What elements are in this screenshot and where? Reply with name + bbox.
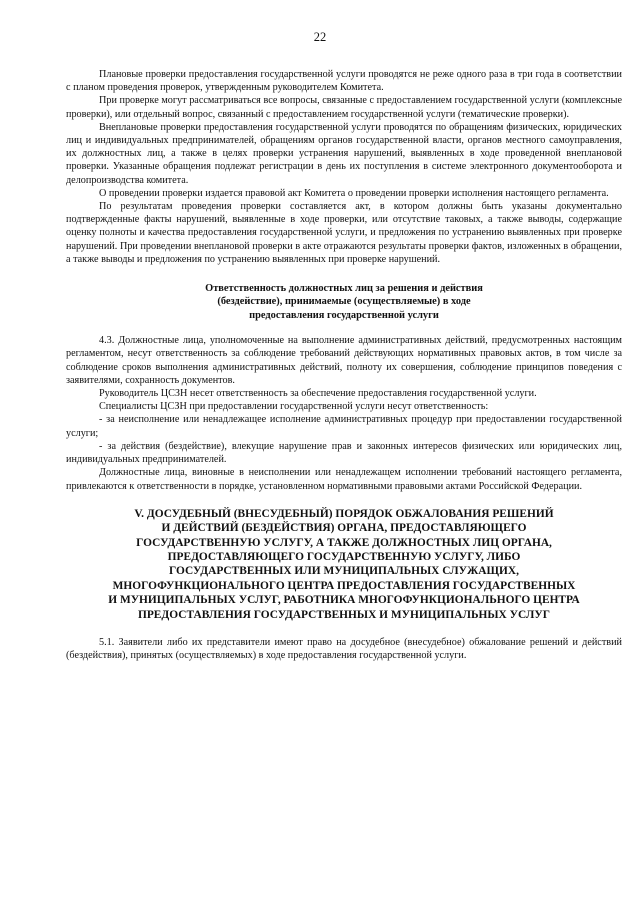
paragraph: 5.1. Заявители либо их представители имеют право на досудебное (внесудебное) обжалование решений и действий (бездействия), принятых (осуществляемых) в ходе предоставления государственной услуги. <box>66 636 622 662</box>
page-number: 22 <box>313 30 327 44</box>
heading-line: И МУНИЦИПАЛЬНЫХ УСЛУГ, РАБОТНИКА МНОГОФУНКЦИОНАЛЬНОГО ЦЕНТРА <box>108 594 580 607</box>
heading-line: ГОСУДАРСТВЕННУЮ УСЛУГУ, А ТАКЖЕ ДОЛЖНОСТНЫХ ЛИЦ ОРГАНА, <box>136 536 552 549</box>
paragraph: При проверке могут рассматриваться все вопросы, связанные с предоставлением государственной услуги (комплексные проверки), или отдельный вопрос, связанный с предоставлением государственной услуги (тематические проверки). <box>66 95 622 120</box>
paragraph: Должностные лица, виновные в неисполнении или ненадлежащем исполнении требований настоящего регламента, привлекаются к ответственности в порядке, установленном нормативными правовыми актами Российской Федерации. <box>66 467 622 492</box>
paragraph: Плановые проверки предоставления государственной услуги проводятся не реже одного раза в три года в соответствии с планом проведения проверок, утвержденным руководителем Комитета. <box>66 69 622 94</box>
inspection-section <box>66 68 622 266</box>
heading-line: V. ДОСУДЕБНЫЙ (ВНЕСУДЕБНЫЙ) ПОРЯДОК ОБЖАЛОВАНИЯ РЕШЕНИЙ <box>134 507 554 520</box>
heading-line: Ответственность должностных лиц за решения и действия <box>205 283 483 295</box>
paragraph: 4.3. Должностные лица, уполномоченные на выполнение административных действий, предусмотренных настоящим регламентом, несут ответственность за соблюдение требований действующих нормативных правовых актов, в том числе за соблюдение сроков выполнения административных действий, полноту их совершения, соблюдение принципов поведения с заявителями, сохранность документов. <box>66 335 622 386</box>
responsibility-heading <box>66 282 622 322</box>
paragraph: О проведении проверки издается правовой акт Комитета о проведении проверки исполнения настоящего регламента. <box>99 187 609 199</box>
appeal-section <box>66 636 622 662</box>
heading-line: ПРЕДОСТАВЛЯЮЩЕГО ГОСУДАРСТВЕННУЮ УСЛУГУ, ЛИБО <box>167 550 521 563</box>
paragraph: Специалисты ЦСЗН при предоставлении государственной услуги несут ответственность: <box>99 401 489 413</box>
heading-line: ПРЕДОСТАВЛЕНИЯ ГОСУДАРСТВЕННЫХ И МУНИЦИПАЛЬНЫХ УСЛУГ <box>137 608 551 621</box>
heading-line: МНОГОФУНКЦИОНАЛЬНОГО ЦЕНТРА ПРЕДОСТАВЛЕНИЯ ГОСУДАРСТВЕННЫХ <box>112 579 576 592</box>
paragraph: Руководитель ЦСЗН несет ответственность за обеспечение предоставления государственной услуги. <box>99 388 537 400</box>
section-v-heading <box>66 507 622 622</box>
list-item: - за неисполнение или ненадлежащее исполнение административных процедур при предоставлении государственной услуги; <box>66 414 622 439</box>
heading-line: ГОСУДАРСТВЕННЫХ ИЛИ МУНИЦИПАЛЬНЫХ СЛУЖАЩИХ, <box>169 565 519 578</box>
heading-line: (бездействие), принимаемые (осуществляемые) в ходе <box>217 296 471 308</box>
list-item: - за действия (бездействие), влекущие нарушение прав и законных интересов физических или юридических лиц, индивидуальных предпринимателей. <box>66 440 622 466</box>
heading-line: И ДЕЙСТВИЙ (БЕЗДЕЙСТВИЯ) ОРГАНА, ПРЕДОСТАВЛЯЮЩЕГО <box>161 522 527 535</box>
page-content <box>66 68 622 662</box>
responsibility-section <box>66 334 622 492</box>
paragraph: Внеплановые проверки предоставления государственной услуги проводятся по обращениям физических, юридических лиц и индивидуальных предпринимателей, обращениям органов государственной власти, органов местного самоуправления, их должностных лиц, а также в целях проверки устранения нарушений, выявленных в ходе проведенной внеплановой проверки. Указанные обращения подлежат регистрации в день их поступления в системе электронного документооборота и делопроизводства комитета. <box>66 121 622 186</box>
heading-line: предоставления государственной услуги <box>249 309 439 321</box>
paragraph: По результатам проведения проверки составляется акт, в котором должны быть указаны документально подтвержденные факты нарушений, выявленные в ходе проверки, или отсутствие таковых, а также выводы, содержащие оценку полноты и качества предоставления государственной услуги, и предложения по устранению выявленных при проверке нарушений. При проведении внеплановой проверки в акте отражаются результаты проверки фактов, изложенных в обращении, а также выводы и предложения по устранению выявленных при проверке нарушений. <box>66 201 622 265</box>
